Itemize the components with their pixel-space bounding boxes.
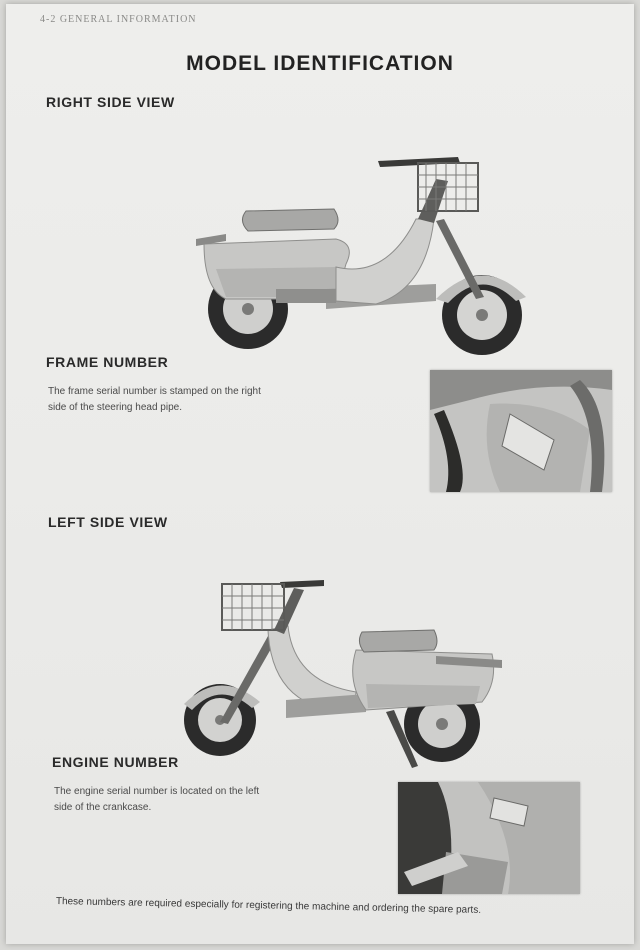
engine-number-closeup-photo xyxy=(398,782,580,894)
running-head: 4-2 GENERAL INFORMATION xyxy=(40,14,197,25)
frame-number-text-line-1: The frame serial number is stamped on the right xyxy=(48,386,261,397)
page-title: MODEL IDENTIFICATION xyxy=(186,52,454,75)
left-side-view-heading: LEFT SIDE VIEW xyxy=(48,514,168,530)
frame-number-heading: FRAME NUMBER xyxy=(46,354,169,370)
frame-number-text-line-2: side of the steering head pipe. xyxy=(48,402,182,413)
right-side-view-heading: RIGHT SIDE VIEW xyxy=(46,94,175,110)
scooter-left-side-photo xyxy=(176,572,506,772)
frame-number-closeup-photo xyxy=(430,370,612,492)
engine-number-heading: ENGINE NUMBER xyxy=(52,754,179,770)
engine-number-text-line-2: side of the crankcase. xyxy=(54,802,152,813)
manual-page xyxy=(6,4,634,944)
registration-footnote: These numbers are required especially for registering the machine and ordering the spare parts. xyxy=(55,896,482,916)
engine-number-text-line-1: The engine serial number is located on the left xyxy=(54,786,260,797)
scooter-right-side-photo xyxy=(186,149,536,369)
